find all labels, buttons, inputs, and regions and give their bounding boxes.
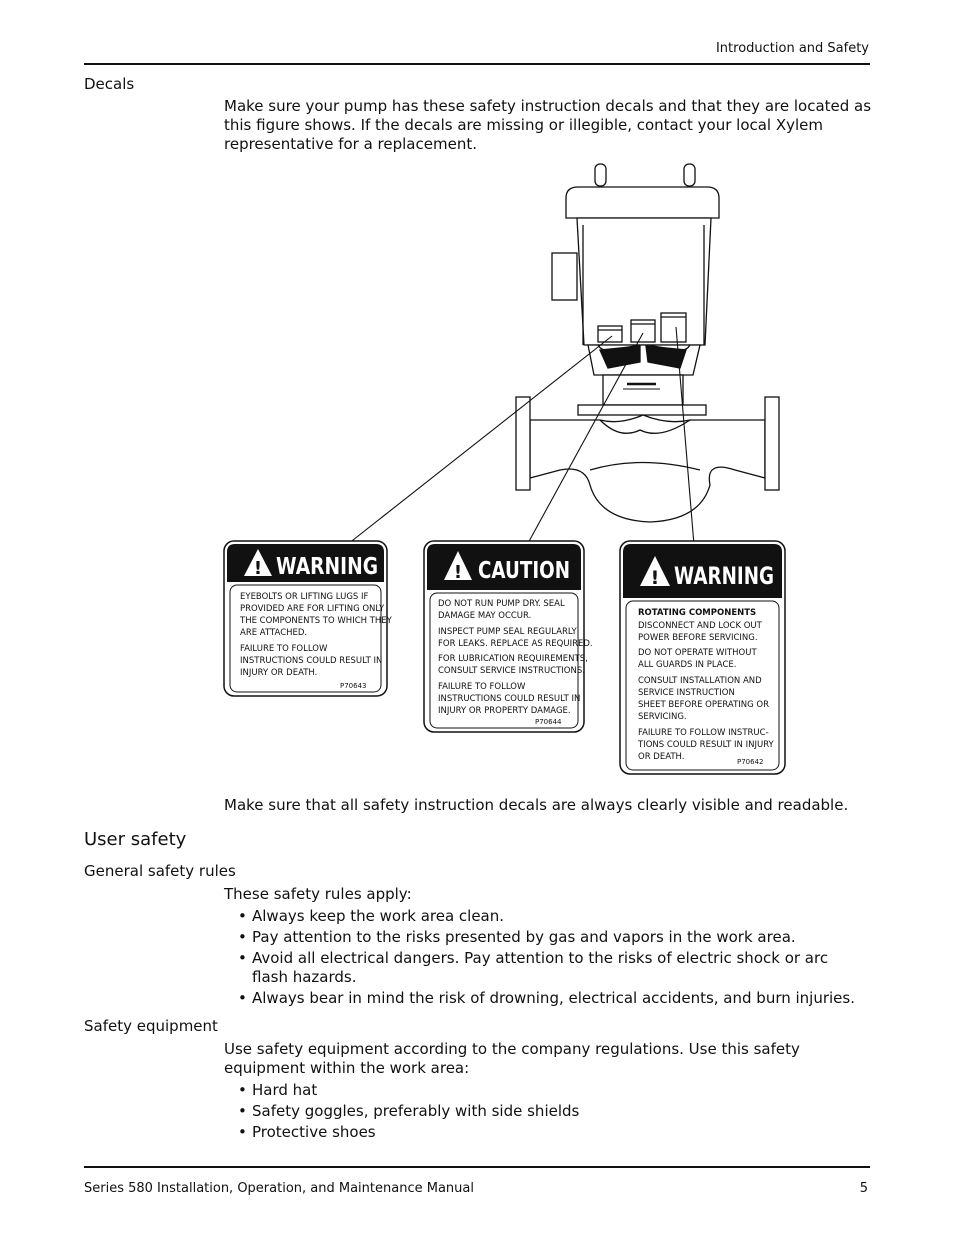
svg-text:!: ! [253,558,263,579]
user-safety-heading: User safety [84,829,187,850]
list-item: • Protective shoes [224,1123,864,1142]
safety-equipment-list [224,1081,864,1144]
svg-text:INJURY OR DEATH.: INJURY OR DEATH. [240,668,318,678]
decal-3-title: WARNING [674,562,774,590]
general-safety-intro: These safety rules apply: [224,885,412,903]
svg-text:ALL GUARDS IN PLACE.: ALL GUARDS IN PLACE. [638,660,737,670]
svg-text:FOR LUBRICATION REQUIREMENTS,: FOR LUBRICATION REQUIREMENTS, [438,654,588,664]
svg-text:SHEET BEFORE OPERATING OR: SHEET BEFORE OPERATING OR [638,700,770,710]
footer-title: Series 580 Installation, Operation, and Maintenance Manual [84,1181,474,1196]
footer-rule [84,1166,870,1168]
svg-text:INSTRUCTIONS COULD RESULT IN: INSTRUCTIONS COULD RESULT IN [438,694,581,704]
svg-text:!: ! [650,567,660,589]
svg-text:FOR LEAKS. REPLACE AS REQUIRED: FOR LEAKS. REPLACE AS REQUIRED. [438,639,593,649]
svg-text:DISCONNECT AND LOCK OUT: DISCONNECT AND LOCK OUT [638,621,762,631]
decal-caution-seal [424,541,593,732]
list-item: • Always keep the work area clean. [224,907,864,926]
decals-heading: Decals [84,75,135,93]
svg-text:CONSULT INSTALLATION AND: CONSULT INSTALLATION AND [638,676,762,686]
svg-text:INSTRUCTIONS COULD RESULT IN: INSTRUCTIONS COULD RESULT IN [240,656,383,666]
svg-text:THE COMPONENTS TO WHICH THEY: THE COMPONENTS TO WHICH THEY [240,616,392,626]
svg-text:CONSULT SERVICE INSTRUCTIONS.: CONSULT SERVICE INSTRUCTIONS. [438,666,585,676]
decal-2-title: CAUTION [478,558,570,584]
svg-text:OR DEATH.: OR DEATH. [638,752,685,762]
list-item: • Avoid all electrical dangers. Pay attention to the risks of electric shock or arc flash hazards. [224,949,864,987]
safety-equipment-intro: Use safety equipment according to the company regulations. Use this safety equipment within the work area: [224,1040,800,1077]
svg-text:FAILURE TO FOLLOW INSTRUC-: FAILURE TO FOLLOW INSTRUC- [638,728,769,738]
decal-1-code: P70643 [340,682,367,690]
list-item: • Hard hat [224,1081,864,1100]
svg-text:FAILURE TO FOLLOW: FAILURE TO FOLLOW [438,682,526,692]
list-item: • Always bear in mind the risk of drowning, electrical accidents, and burn injuries. [224,989,864,1008]
decal-1-title: WARNING [276,554,378,580]
svg-text:DO NOT OPERATE WITHOUT: DO NOT OPERATE WITHOUT [638,648,757,658]
svg-text:!: ! [453,562,463,583]
svg-text:ROTATING COMPONENTS: ROTATING COMPONENTS [638,608,757,618]
list-item: • Safety goggles, preferably with side shields [224,1102,864,1121]
decal-warning-lifting [224,541,393,696]
decals-after: Make sure that all safety instruction decals are always clearly visible and readable. [224,796,849,814]
list-item: • Pay attention to the risks presented by gas and vapors in the work area. [224,928,864,947]
svg-text:FAILURE TO FOLLOW: FAILURE TO FOLLOW [240,644,328,654]
safety-equipment-heading: Safety equipment [84,1017,218,1035]
pump-drawing [516,164,779,522]
running-header: Introduction and Safety [715,41,869,56]
decals-intro: Make sure your pump has these safety instruction decals and that they are located as this figure shows. If the decals are missing or illegible, contact your local Xylem representative for a replacement. [224,97,872,153]
svg-text:INSPECT PUMP SEAL REGULARLY: INSPECT PUMP SEAL REGULARLY [438,627,577,637]
svg-text:DAMAGE MAY OCCUR.: DAMAGE MAY OCCUR. [438,611,532,621]
svg-text:ARE ATTACHED.: ARE ATTACHED. [240,628,308,638]
svg-text:SERVICE INSTRUCTION: SERVICE INSTRUCTION [638,688,735,698]
svg-text:POWER BEFORE SERVICING.: POWER BEFORE SERVICING. [638,633,758,643]
general-safety-list [224,907,864,1010]
page-number: 5 [859,1181,868,1196]
decal-3-code: P70642 [737,758,764,766]
svg-text:TIONS COULD RESULT IN INJURY: TIONS COULD RESULT IN INJURY [638,740,774,750]
general-safety-heading: General safety rules [84,862,236,880]
svg-text:PROVIDED ARE FOR LIFTING ONLY: PROVIDED ARE FOR LIFTING ONLY [240,604,385,614]
svg-text:SERVICING.: SERVICING. [638,712,687,722]
svg-text:INJURY OR PROPERTY DAMAGE.: INJURY OR PROPERTY DAMAGE. [438,706,571,716]
decal-2-code: P70644 [535,718,562,726]
decal-warning-rotating [620,541,785,774]
svg-text:EYEBOLTS OR LIFTING LUGS IF: EYEBOLTS OR LIFTING LUGS IF [240,592,369,602]
svg-text:DO NOT RUN PUMP DRY. SEAL: DO NOT RUN PUMP DRY. SEAL [438,599,565,609]
